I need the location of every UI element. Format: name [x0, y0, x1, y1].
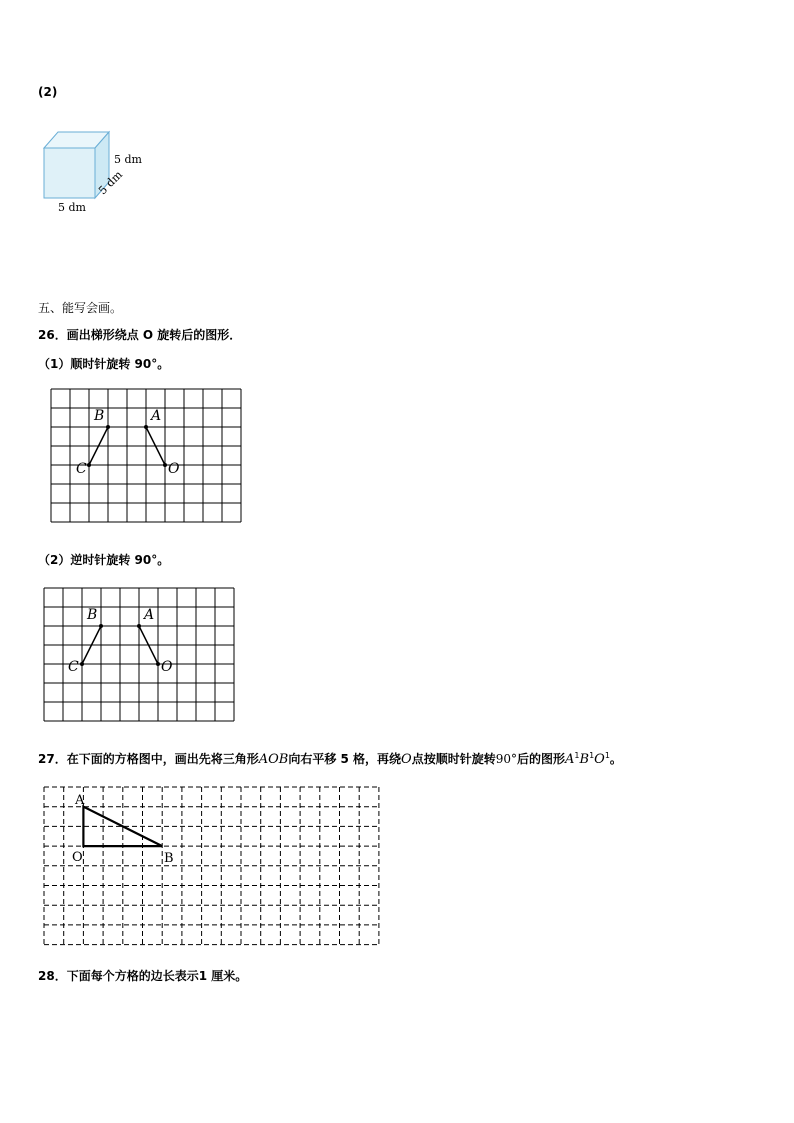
q26-text: 26．画出梯形绕点 O 旋转后的图形．: [38, 328, 242, 342]
point-o: [163, 463, 167, 467]
cube-height-label: 5 dm: [114, 153, 142, 166]
q26-sub1: （1）顺时针旋转 90°。: [38, 357, 170, 371]
q27-dashed-grid: [43, 786, 383, 948]
grid1-label-b: B: [94, 408, 105, 424]
point-a: [137, 624, 141, 628]
grid3-label-o: O: [72, 850, 83, 865]
grid1-label-a: A: [151, 408, 162, 424]
grid3-label-b: B: [164, 851, 174, 866]
grid-lines: [44, 588, 234, 721]
q26-sub2: （2）逆时针旋转 90°。: [38, 553, 170, 567]
grid-lines: [44, 787, 379, 945]
grid1-label-o: O: [168, 461, 180, 477]
grid-lines: [51, 389, 241, 522]
cube-depth-label: 5 dm: [96, 168, 125, 198]
point-a: [144, 425, 148, 429]
point-c: [87, 463, 91, 467]
part-label: (2): [38, 85, 58, 99]
grid1-label-c: C: [76, 461, 87, 477]
q27-text: 27．在下面的方格图中，画出先将三角形AOB向右平移 5 格，再绕O点按顺时针旋转90°后的图形$A^1B^1O^1$。: [38, 751, 622, 767]
grid2-label-a: A: [144, 607, 155, 623]
point-o: [156, 662, 160, 666]
grid3-label-a: A: [75, 793, 85, 808]
point-c: [80, 662, 84, 666]
cube-width-label: 5 dm: [58, 201, 86, 214]
grid2-label-c: C: [68, 659, 79, 675]
point-b: [99, 624, 103, 628]
point-b: [106, 425, 110, 429]
section-title: 五、能写会画。: [38, 301, 123, 315]
grid2-label-o: O: [161, 659, 173, 675]
grid2-label-b: B: [87, 607, 98, 623]
q28-text: 28．下面每个方格的边长表示1 厘米。: [38, 969, 248, 983]
